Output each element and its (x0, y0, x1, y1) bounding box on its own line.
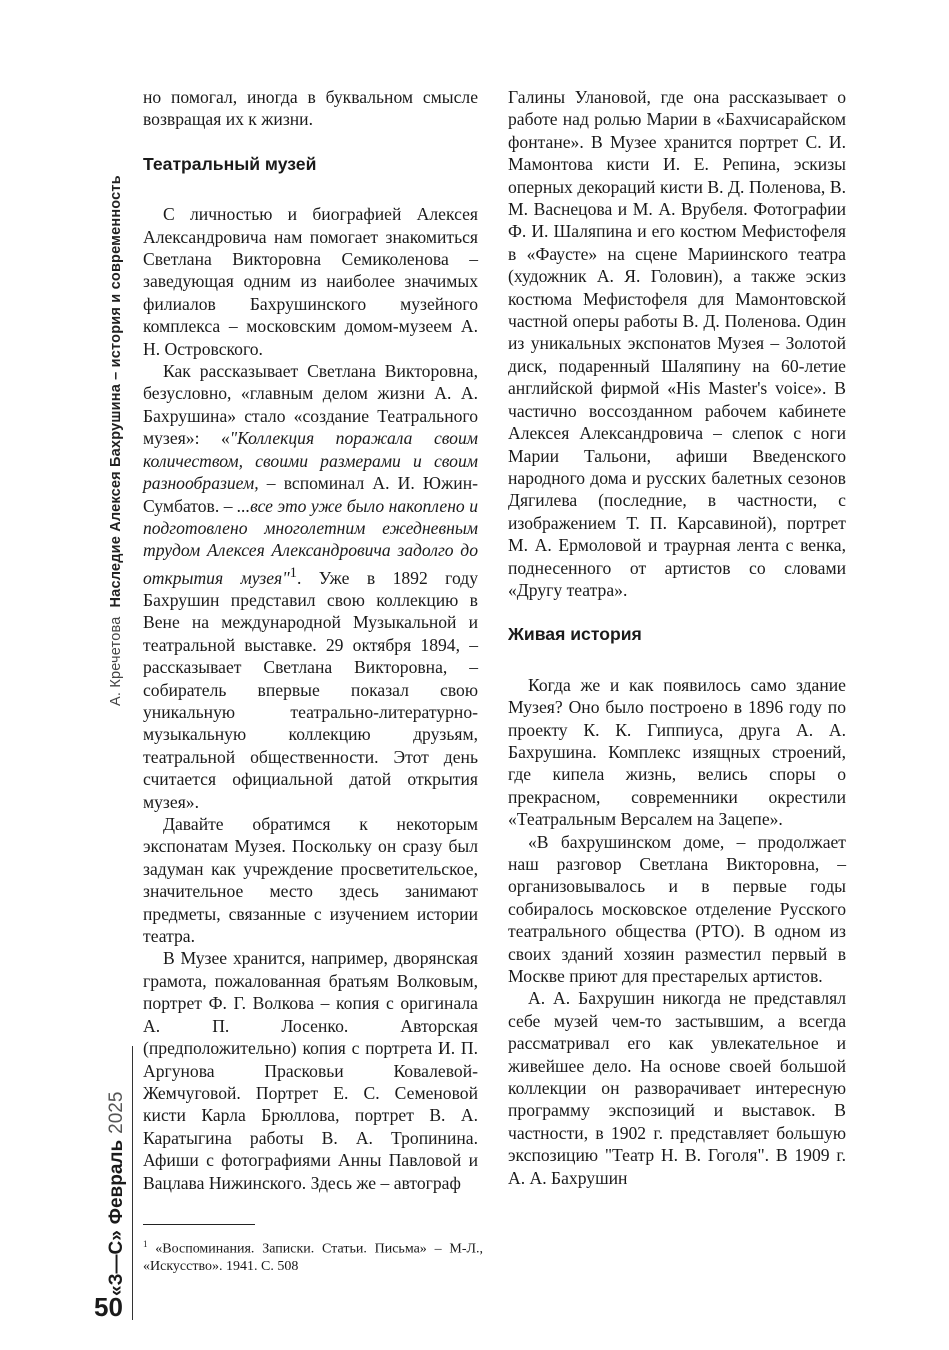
quote-italic: ...все это уже было накоплено и подготовлено многолетним ежедневным трудом Алексея Александровича задолго до открытия музея" (143, 495, 478, 588)
paragraph: Когда же и как появилось само здание Музея? Оно было построено в 1896 году по проекту К. К. Гиппиуса, друга А. А. Бахрушина. Комплекс изящных строений, где кипела жизнь, велись споры о прекрасном, современники окрестили «Театральным Версалем на Зацепе». (508, 674, 846, 830)
magazine-name: «З—С» (106, 1230, 127, 1296)
section-heading-theatre-museum: Театральный музей (143, 153, 317, 174)
running-head-title: Наследие Алексея Бахрушина – история и современность (108, 175, 124, 608)
paragraph: В Музее хранится, например, дворянская грамота, пожалованная братьям Волковым, портрет Ф. Г. Волкова – копия с оригинала А. П. Лосенко. Авторская (предположительно) копия с портрета И. П. Аргунова Прасковьи Ковалевой-Жемчуговой. Портрет Е. С. Семеновой кисти Карла Брюллова, портрет В. А. Каратыгина работы В. А. Тропинина. Афиши с фотографиями Анны Павловой и Вацлава Нижинского. Здесь же – автограф (143, 948, 478, 1193)
issue-year: 2025 (106, 1091, 127, 1134)
quote-italic: "Коллекция поражала своим количеством, своими размерами и своим разнообразием, (143, 428, 478, 494)
footnote-number: 1 (143, 1239, 148, 1249)
footnote-text: «Воспоминания. Записки. Статьи. Письма» – М-Л., «Искусство». 1941. С. 508 (143, 1241, 483, 1274)
issue-month: Февраль (106, 1139, 127, 1225)
paragraph: А. А. Бахрушин никогда не представлял себе музей чем-то застывшим, а всегда рассматривал его как увлекательное и живейшее дело. На основе своей большой коллекции он разворачивает интересную программу экспозиций и выставок. В частности, в 1902 г. представляет большую экспозицию "Театр Н. В. Гоголя". В 1909 г. А. А. Бахрушин (508, 988, 846, 1188)
paragraph: «В бахрушинском доме, – продолжает наш разговор Светлана Викторовна, – организовывалось и в первые годы собиралось московское отделение Русского театрального общества (РТО). В одном из своих зданий хозяин разместил первый в Москве приют для престарелых артистов. (508, 831, 846, 987)
margin-rule (132, 1046, 133, 1320)
section-heading-living-history: Живая история (508, 624, 642, 645)
paragraph-continued: но помогал, иногда в буквальном смысле возвращая их к жизни. (143, 87, 478, 130)
paragraph-continued: Галины Улановой, где она рассказывает о работе над ролью Марии в «Бахчисарайском фонтане». В Музее хранится портрет С. И. Мамонтова кисти И. Е. Репина, эскизы оперных декораций кисти В. Д. Поленова, В. М. Васнецова и М. А. Врубеля. Фотографии Ф. И. Шаляпина и его костюм Мефистофеля в «Фаусте» на сцене Мариинского театра (художник А. Я. Головин), а также эскиз костюма Мефистофеля для Мамонтовской частной оперы работы В. Д. Поленова. Один из уникальных экспонатов Музея – Золотой диск, подаренный Шаляпину на 60-летие английской фирмой «His Master's voice». В частично воссозданном рабочем кабинете Алексея Александровича – слепок с ноги Марии Тальони, афиши Введенского народного дома и русских балетных сезонов Дягилева (последние, в частности, с изображением Т. П. Карсавиной), портрет М. А. Ермоловой и траурная лента с венка, поднесенного от артистов со словами «Другу театра». (508, 87, 846, 600)
page-number: 50 (94, 1292, 123, 1322)
paragraph-with-quote: Как рассказывает Светлана Викторовна, безусловно, «главным делом жизни А. А. Бахрушина» стало «создание Театрального музея»: «"Коллекция поражала своим количеством, своими размерами и своим разнообразием, – вспоминал А. И. Южин-Сумбатов. – ...все это уже было накоплено и подготовлено многолетним ежедневным трудом Алексея Александровича задолго до открытия музея"$^1$. Уже в 1892 году Бахрушин представил свою коллекцию в Вене на международной Музыкальной и театральной выставке. 29 октября 1894, – рассказывает Светлана Викторовна, – собиратель впервые показал свою уникальную театрально-литературно-музыкальную коллекцию друзьям, театральной общественности. Этот день считается официальной датой открытия музея». (143, 361, 478, 812)
footnote-ref: 1 (289, 564, 297, 581)
paragraph: Давайте обратимся к некоторым экспонатам Музея. Поскольку он сразу был задуман как учреждение просветительское, значительное место здесь занимают предметы, связанные с изучением истории театра. (143, 814, 478, 947)
left-column (143, 86, 478, 1194)
paragraph: С личностью и биографией Алексея Александровича нам помогает знакомиться Светлана Викторовна Семиколенова – заведующая одним из наиболее значимых филиалов Бахрушинского музейного комплекса – московским домом-музеем А. Н. Островского. (143, 204, 478, 359)
footnote-rule (143, 1224, 255, 1225)
footnote (143, 1236, 483, 1275)
magazine-issue (106, 1092, 128, 1296)
right-column (508, 86, 846, 1189)
running-head (108, 175, 124, 706)
running-head-author: А. Кречетова (108, 616, 124, 706)
